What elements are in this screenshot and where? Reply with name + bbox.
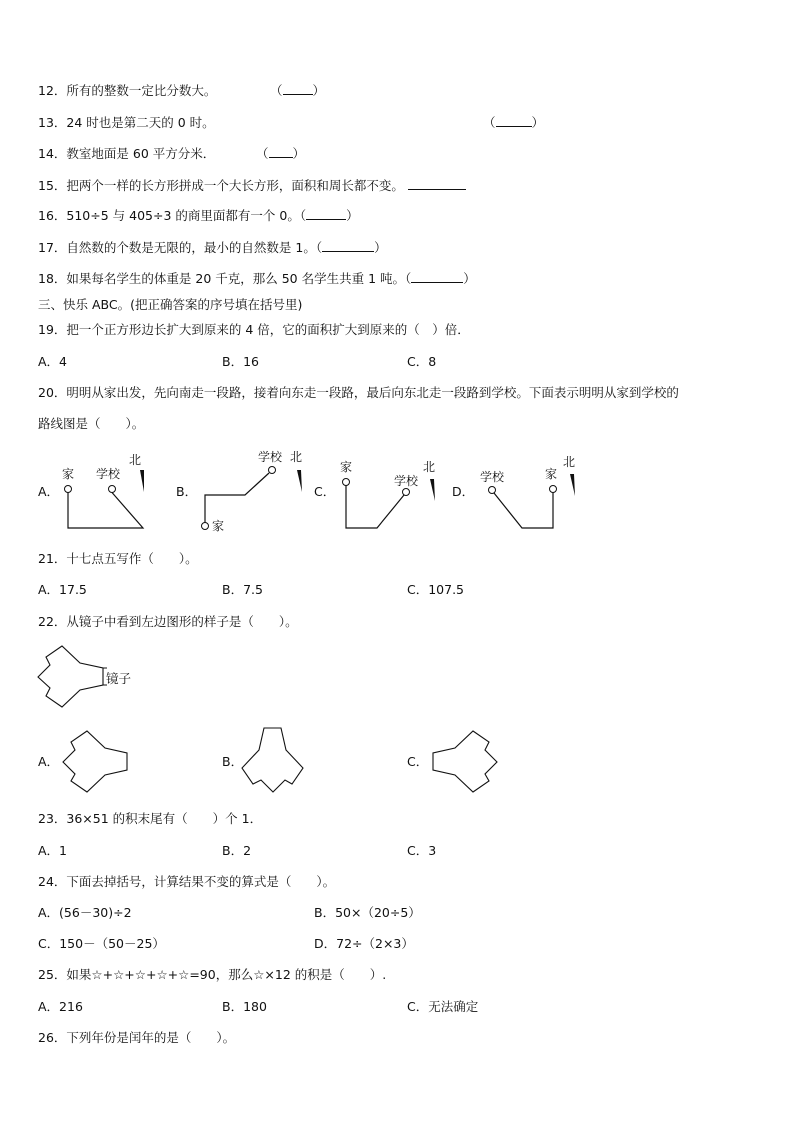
q21-option-a[interactable]: A．17.5 — [38, 582, 87, 597]
q21-option-c[interactable]: C．107.5 — [407, 582, 465, 597]
svg-text:家: 家 — [340, 460, 353, 474]
q25-option-a[interactable]: A．216 — [38, 999, 83, 1014]
q20-option-b-label[interactable]: B． — [176, 484, 198, 499]
question-20-line2: 路线图是（ ）。 — [38, 416, 145, 431]
north-arrow-icon — [297, 470, 302, 492]
q24-option-d[interactable]: D．72÷（2×3） — [314, 936, 414, 951]
question-23: 23．36×51 的积末尾有（ ）个 1． — [38, 811, 263, 826]
mirror-label: 镜子 — [106, 671, 132, 686]
q23-option-a[interactable]: A．1 — [38, 843, 68, 858]
question-16: 16．510÷5 与 405÷3 的商里面都有一个 0。（ ） — [38, 208, 359, 223]
question-15: 15．把两个一样的长方形拼成一个大长方形，面积和周长都不变。 — [38, 178, 466, 194]
question-26: 26．下列年份是闰年的是（ ）。 — [38, 1030, 236, 1045]
q24-option-a[interactable]: A．(56－30)÷2 — [38, 905, 132, 920]
q20-option-d-label[interactable]: D． — [452, 484, 475, 499]
q22-option-c-label[interactable]: C． — [407, 754, 429, 769]
q20-option-a-label[interactable]: A． — [38, 484, 60, 499]
answer-blank-14[interactable]: （ ） — [256, 146, 306, 161]
q24-option-c[interactable]: C．150－（50－25） — [38, 936, 165, 951]
question-14: 14．教室地面是 60 平方分米． — [38, 146, 216, 161]
svg-text:家: 家 — [62, 467, 75, 481]
svg-text:学校: 学校 — [394, 474, 419, 488]
question-18: 18．如果每名学生的体重是 20 千克，那么 50 名学生共重 1 吨。（ ） — [38, 271, 476, 286]
question-19: 19．把一个正方形边长扩大到原来的 4 倍，它的面积扩大到原来的（ ）倍． — [38, 322, 470, 337]
route-diagram-b — [202, 449, 303, 533]
q23-option-c[interactable]: C．3 — [407, 843, 437, 858]
svg-text:北: 北 — [290, 450, 303, 464]
svg-text:北: 北 — [423, 460, 436, 474]
answer-blank-12[interactable]: （ ） — [270, 83, 326, 98]
question-20-line1: 20．明明从家出发，先向南走一段路，接着向东走一段路，最后向东北走一段路到学校。下面表示明明从家到学校的 — [38, 385, 679, 400]
svg-text:家: 家 — [545, 467, 558, 481]
answer-blank-13[interactable]: （ ） — [483, 115, 545, 130]
svg-text:北: 北 — [563, 455, 576, 469]
svg-text:家: 家 — [212, 519, 225, 533]
route-diagram-a — [62, 453, 144, 528]
question-22: 22．从镜子中看到左边图形的样子是（ ）。 — [38, 614, 298, 629]
q22-option-a-shape — [63, 731, 127, 792]
q19-option-b[interactable]: B．16 — [222, 354, 259, 369]
svg-text:学校: 学校 — [480, 470, 505, 484]
question-12: 12．所有的整数一定比分数大。 — [38, 83, 217, 98]
question-25: 25．如果☆+☆+☆+☆+☆=90，那么☆×12 的积是（ ）. — [38, 967, 387, 982]
q24-option-b[interactable]: B．50×（20÷5） — [314, 905, 421, 920]
north-arrow-icon — [140, 470, 144, 492]
q19-option-a[interactable]: A．4 — [38, 354, 68, 369]
svg-text:学校: 学校 — [96, 467, 121, 481]
section-title: 三、快乐 ABC。(把正确答案的序号填在括号里) — [38, 297, 303, 312]
route-diagram-d — [480, 455, 575, 528]
q23-option-b[interactable]: B．2 — [222, 843, 252, 858]
q25-option-c[interactable]: C．无法确定 — [407, 999, 479, 1014]
q21-option-b[interactable]: B．7.5 — [222, 582, 263, 597]
q25-option-b[interactable]: B．180 — [222, 999, 267, 1014]
svg-text:学校: 学校 — [258, 450, 283, 464]
north-arrow-icon — [430, 479, 435, 501]
q20-option-c-label[interactable]: C． — [314, 484, 336, 499]
question-13: 13．24 时也是第二天的 0 时。 — [38, 115, 215, 130]
q22-option-b-label[interactable]: B． — [222, 754, 244, 769]
north-arrow-icon — [570, 474, 575, 496]
q22-option-b-shape — [242, 728, 303, 792]
q19-option-c[interactable]: C．8 — [407, 354, 437, 369]
q22-option-c-shape — [433, 731, 497, 792]
q22-option-a-label[interactable]: A． — [38, 754, 60, 769]
q22-original-shape — [38, 646, 107, 707]
north-label: 北 — [129, 453, 142, 467]
question-24: 24．下面去掉括号，计算结果不变的算式是（ ）。 — [38, 874, 336, 889]
route-diagram-c — [340, 459, 435, 528]
question-17: 17．自然数的个数是无限的，最小的自然数是 1。（ ） — [38, 240, 387, 255]
question-21: 21．十七点五写作（ ）。 — [38, 551, 198, 566]
